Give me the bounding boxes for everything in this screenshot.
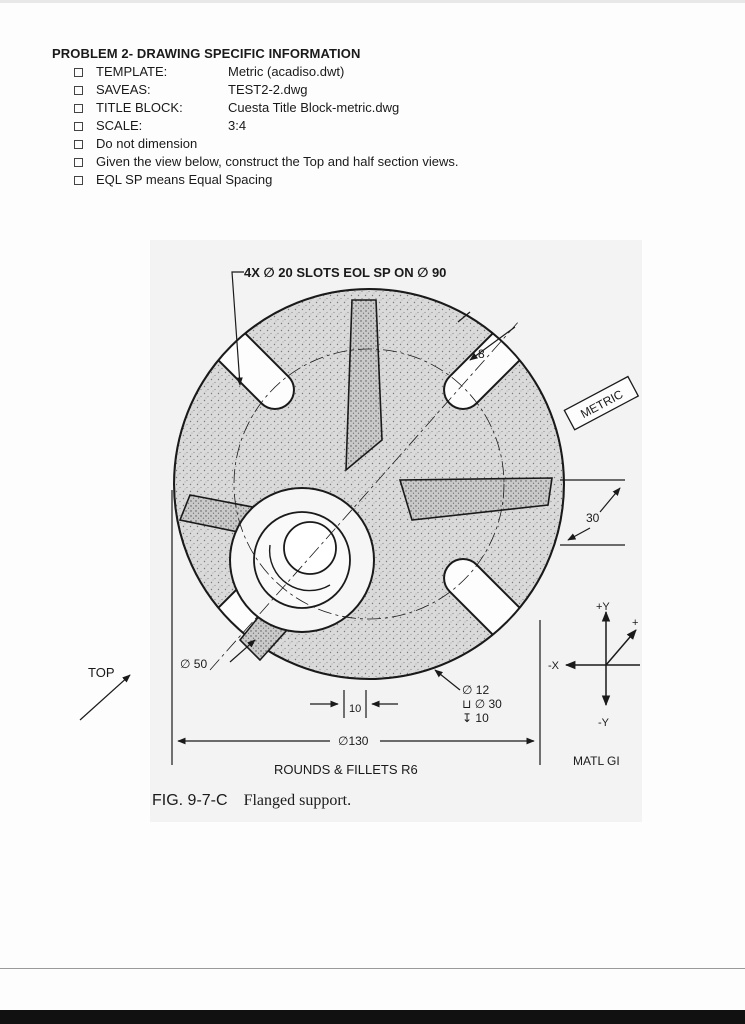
figure-title: Flanged support. bbox=[243, 792, 352, 809]
counterbore-note: ⊔ ∅ 30 bbox=[462, 697, 502, 711]
metric-label: METRIC bbox=[578, 387, 626, 422]
info-label: TEMPLATE: bbox=[96, 64, 168, 79]
info-label: Do not dimension bbox=[96, 136, 198, 151]
dim-30: 30 bbox=[586, 511, 600, 525]
axis-plus-z: + bbox=[632, 617, 639, 629]
axis-plus-y: +Y bbox=[596, 601, 610, 613]
scan-edge-bottom bbox=[0, 1010, 745, 1024]
info-value: Cuesta Title Block-metric.dwg bbox=[228, 100, 400, 115]
page-divider bbox=[0, 968, 745, 969]
dim-10: 10 bbox=[349, 703, 362, 715]
info-label: TITLE BLOCK: bbox=[96, 100, 183, 115]
info-value: Metric (acadiso.dwt) bbox=[228, 64, 345, 79]
info-value: TEST2-2.dwg bbox=[228, 82, 308, 97]
axis-minus-x: -X bbox=[548, 660, 559, 672]
info-label: Given the view below, construct the Top and half section views. bbox=[96, 154, 459, 169]
slots-note: 4X ∅ 20 SLOTS EOL SP ON ∅ 90 bbox=[244, 265, 447, 280]
dim-dia-130: ∅130 bbox=[338, 734, 369, 748]
figure-caption bbox=[152, 792, 351, 810]
info-label: SAVEAS: bbox=[96, 82, 151, 97]
info-label: EQL SP means Equal Spacing bbox=[96, 172, 273, 187]
through-hole bbox=[284, 522, 336, 574]
hole-dia: ∅ 12 bbox=[462, 683, 490, 697]
top-label: TOP bbox=[88, 665, 115, 680]
material-note: MATL GI bbox=[573, 754, 620, 768]
axis-minus-y: -Y bbox=[598, 717, 609, 729]
info-label: SCALE: bbox=[96, 118, 143, 133]
dim-8: 8 bbox=[478, 347, 485, 361]
dim-dia-50: ∅ 50 bbox=[180, 657, 208, 671]
figure-number: FIG. 9-7-C bbox=[152, 792, 228, 809]
depth-note: ↧ 10 bbox=[462, 711, 489, 725]
problem-title: PROBLEM 2- DRAWING SPECIFIC INFORMATION bbox=[52, 46, 361, 61]
rounds-note: ROUNDS & FILLETS R6 bbox=[274, 762, 418, 777]
info-value: 3:4 bbox=[228, 118, 247, 133]
